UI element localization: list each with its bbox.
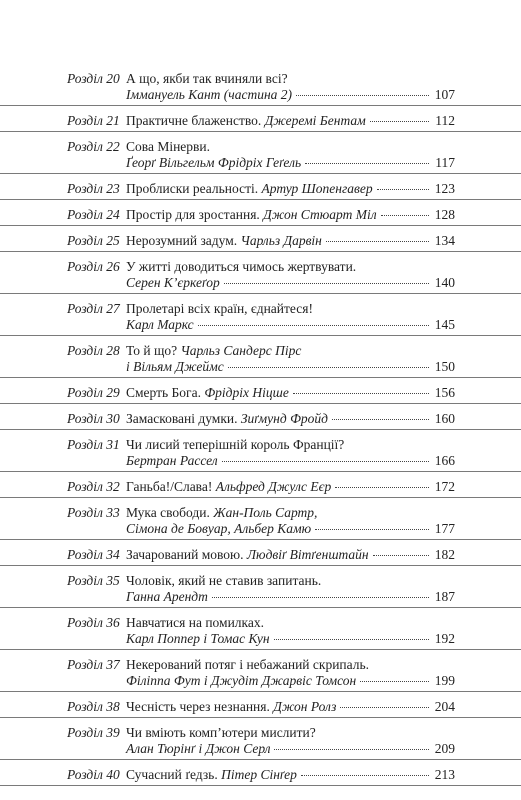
dot-leader <box>224 283 429 284</box>
title-text: Чи вміють комп’ютери мислити? <box>126 725 316 740</box>
chapter-label: Розділ 37 <box>67 657 120 672</box>
title-line <box>126 453 455 469</box>
page-number: 123 <box>434 181 455 196</box>
title-line <box>126 573 455 589</box>
chapter-title <box>126 540 521 565</box>
title-text: Смерть Бога. <box>126 385 205 400</box>
dot-leader <box>198 325 429 326</box>
author-name: Серен К’єркеґор <box>126 275 220 290</box>
chapter-label: Розділ 39 <box>67 725 120 740</box>
title-text: Чоловік, який не ставив запитань. <box>126 573 322 588</box>
toc-entry <box>0 540 521 566</box>
title-line <box>126 71 455 87</box>
page-number: 150 <box>434 359 455 374</box>
chapter-label: Розділ 24 <box>67 207 120 222</box>
author-name: Карл Маркс <box>126 317 194 332</box>
chapter-label: Розділ 40 <box>67 767 120 782</box>
author-name: Жан-Поль Сартр, <box>213 505 318 520</box>
title-line <box>126 673 455 689</box>
chapter-title <box>126 498 521 539</box>
chapter-title <box>126 650 521 691</box>
author-name: Чарльз Дарвін <box>240 233 322 248</box>
title-text: Навчатися на помилках. <box>126 615 265 630</box>
dot-leader <box>340 707 429 708</box>
chapter-label: Розділ 33 <box>67 505 120 520</box>
title-line <box>126 411 455 427</box>
page-number: 199 <box>434 673 455 688</box>
dot-leader <box>228 367 429 368</box>
title-line <box>126 359 455 375</box>
title-text: Простір для зростання. <box>126 207 264 222</box>
toc-entry <box>0 106 521 132</box>
author-name: Зиґмунд Фройд <box>240 411 329 426</box>
chapter-title <box>126 760 521 785</box>
dot-leader <box>335 487 429 488</box>
author-name: Ґеорґ Вільгельм Фрідріх Геґель <box>126 155 302 170</box>
page-number: 187 <box>434 589 455 604</box>
dot-leader <box>326 241 429 242</box>
title-text: У житті доводиться чимось жертвувати. <box>126 259 357 274</box>
chapter-label: Розділ 21 <box>67 113 120 128</box>
dot-leader <box>274 639 429 640</box>
chapter-label: Розділ 20 <box>67 71 120 86</box>
author-name: Карл Поппер і Томас Кун <box>126 631 270 646</box>
toc-entry <box>0 718 521 760</box>
toc-entry <box>0 132 521 174</box>
page-number: 107 <box>434 87 455 102</box>
title-line <box>126 547 455 563</box>
chapter-label: Розділ 27 <box>67 301 120 316</box>
dot-leader <box>370 121 429 122</box>
dot-leader <box>301 775 429 776</box>
title-text: Мука свободи. <box>126 505 214 520</box>
chapter-title <box>126 472 521 497</box>
chapter-title <box>126 200 521 225</box>
title-text: А що, якби так вчиняли всі? <box>126 71 288 86</box>
title-line <box>126 113 455 129</box>
chapter-label: Розділ 29 <box>67 385 120 400</box>
page-number: 177 <box>434 521 455 536</box>
toc-entry <box>0 472 521 498</box>
dot-leader <box>381 215 429 216</box>
page-number: 145 <box>434 317 455 332</box>
title-line <box>126 317 455 333</box>
toc-entry <box>0 566 521 608</box>
table-of-contents <box>0 64 521 786</box>
page-number: 128 <box>434 207 455 222</box>
dot-leader <box>360 681 429 682</box>
chapter-title <box>126 252 521 293</box>
dot-leader <box>274 749 429 750</box>
title-line <box>126 437 455 453</box>
title-text: Некерований потяг і небажаний скрипаль. <box>126 657 370 672</box>
dot-leader <box>222 461 429 462</box>
page-number: 112 <box>435 113 455 128</box>
toc-entry <box>0 608 521 650</box>
chapter-label: Розділ 38 <box>67 699 120 714</box>
dot-leader <box>212 597 429 598</box>
chapter-title <box>126 294 521 335</box>
title-line <box>126 479 455 495</box>
chapter-label: Розділ 35 <box>67 573 120 588</box>
chapter-label: Розділ 28 <box>67 343 120 358</box>
author-name: Джон Стюарт Міл <box>263 207 377 222</box>
title-text: Проблиски реальності. <box>126 181 262 196</box>
author-name: Філіппа Фут і Джудіт Джарвіс Томсон <box>126 673 357 688</box>
author-name: Фрідріх Ніцше <box>204 385 289 400</box>
chapter-title <box>126 378 521 403</box>
chapter-title <box>126 718 521 759</box>
title-line <box>126 87 455 103</box>
chapter-label: Розділ 26 <box>67 259 120 274</box>
dot-leader <box>305 163 429 164</box>
title-line <box>126 301 455 317</box>
chapter-label: Розділ 36 <box>67 615 120 630</box>
author-name: Джон Ролз <box>273 699 337 714</box>
page-number: 192 <box>434 631 455 646</box>
title-text: Сучасний ґедзь. <box>126 767 222 782</box>
title-line <box>126 181 455 197</box>
title-line <box>126 505 455 521</box>
title-line <box>126 725 455 741</box>
page-number: 213 <box>434 767 455 782</box>
chapter-title <box>126 174 521 199</box>
chapter-label: Розділ 22 <box>67 139 120 154</box>
author-name: Сімона де Бовуар, Альбер Камю <box>126 521 312 536</box>
author-name: Людвіґ Вітґенштайн <box>246 547 369 562</box>
page-number: 156 <box>434 385 455 400</box>
author-name: Джеремі Бентам <box>264 113 366 128</box>
title-line <box>126 385 455 401</box>
title-text: Пролетарі всіх країн, єднайтеся! <box>126 301 313 316</box>
chapter-label: Розділ 30 <box>67 411 120 426</box>
title-line <box>126 259 455 275</box>
title-line <box>126 521 455 537</box>
title-text: Практичне блаженство. <box>126 113 265 128</box>
chapter-label: Розділ 25 <box>67 233 120 248</box>
toc-entry <box>0 336 521 378</box>
page-number: 140 <box>434 275 455 290</box>
page-number: 134 <box>434 233 455 248</box>
chapter-title <box>126 64 521 105</box>
toc-entry <box>0 294 521 336</box>
chapter-title <box>126 566 521 607</box>
author-name: Іммануель Кант (частина 2) <box>126 87 293 102</box>
page-number: 160 <box>434 411 455 426</box>
author-name: Чарльз Сандерс Пірс <box>180 343 302 358</box>
chapter-label: Розділ 34 <box>67 547 120 562</box>
author-name: Артур Шопенгавер <box>261 181 373 196</box>
title-text: Чи лисий теперішній король Франції? <box>126 437 345 452</box>
chapter-title <box>126 692 521 717</box>
chapter-title <box>126 132 521 173</box>
title-line <box>126 207 455 223</box>
chapter-title <box>126 336 521 377</box>
author-name: Пітер Сінґер <box>221 767 297 782</box>
toc-entry <box>0 692 521 718</box>
title-line <box>126 699 455 715</box>
chapter-label: Розділ 31 <box>67 437 120 452</box>
title-line <box>126 139 455 155</box>
title-line <box>126 741 455 757</box>
chapter-title <box>126 106 521 131</box>
author-name: Ганна Арендт <box>126 589 208 604</box>
title-line <box>126 155 455 171</box>
page-number: 117 <box>435 155 455 170</box>
title-text: Чесність через незнання. <box>126 699 274 714</box>
dot-leader <box>296 95 429 96</box>
toc-entry <box>0 64 521 106</box>
page-number: 204 <box>434 699 455 714</box>
page-number: 182 <box>434 547 455 562</box>
title-line <box>126 589 455 605</box>
chapter-label: Розділ 32 <box>67 479 120 494</box>
chapter-label: Розділ 23 <box>67 181 120 196</box>
title-line <box>126 275 455 291</box>
title-text: Нерозумний задум. <box>126 233 241 248</box>
page-number: 209 <box>434 741 455 756</box>
chapter-title <box>126 226 521 251</box>
chapter-title <box>126 404 521 429</box>
title-line <box>126 343 455 359</box>
title-text: Сова Мінерви. <box>126 139 211 154</box>
author-name: Алан Тюрінґ і Джон Серл <box>126 741 271 756</box>
toc-entry <box>0 650 521 692</box>
title-text: Ганьба!/Слава! <box>126 479 216 494</box>
author-name: Бертран Рассел <box>126 453 218 468</box>
title-line <box>126 233 455 249</box>
title-line <box>126 631 455 647</box>
toc-entry <box>0 252 521 294</box>
author-name: і Вільям Джеймс <box>126 359 224 374</box>
chapter-title <box>126 430 521 471</box>
dot-leader <box>315 529 429 530</box>
chapter-title <box>126 608 521 649</box>
page-number: 166 <box>434 453 455 468</box>
toc-entry <box>0 430 521 472</box>
toc-entry <box>0 174 521 200</box>
title-line <box>126 615 455 631</box>
toc-entry <box>0 760 521 786</box>
dot-leader <box>373 555 429 556</box>
title-line <box>126 657 455 673</box>
title-text: То й що? <box>126 343 181 358</box>
toc-entry <box>0 226 521 252</box>
toc-entry <box>0 498 521 540</box>
author-name: Альфред Джулс Еєр <box>215 479 332 494</box>
dot-leader <box>377 189 429 190</box>
page-number: 172 <box>434 479 455 494</box>
toc-entry <box>0 404 521 430</box>
title-text: Замасковані думки. <box>126 411 241 426</box>
toc-entry <box>0 378 521 404</box>
title-line <box>126 767 455 783</box>
title-text: Зачарований мовою. <box>126 547 247 562</box>
dot-leader <box>293 393 429 394</box>
toc-entry <box>0 200 521 226</box>
dot-leader <box>332 419 429 420</box>
